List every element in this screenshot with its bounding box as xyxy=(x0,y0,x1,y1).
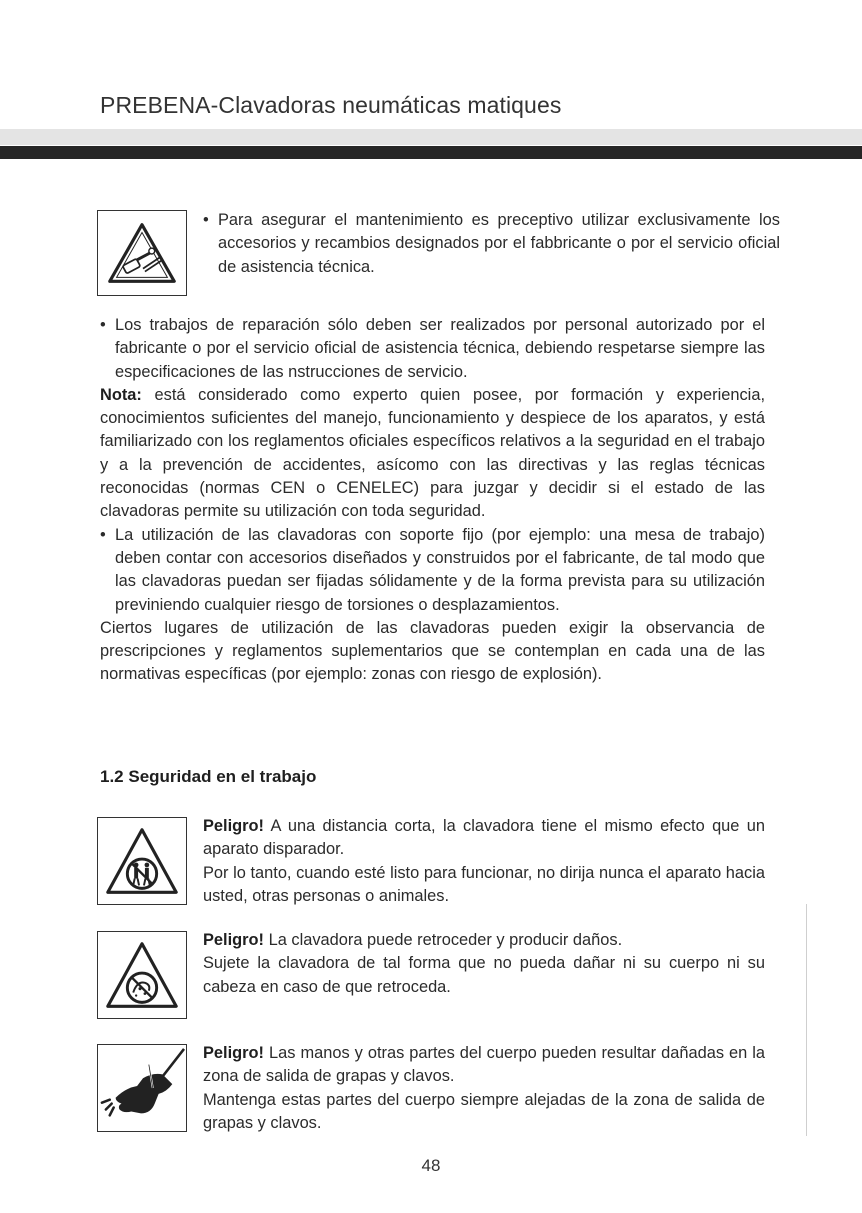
body-text xyxy=(100,314,765,687)
page-number: 48 xyxy=(421,1156,441,1175)
warning-2-line2: Sujete la clavadora de tal forma que no pueda dañar ni su cuerpo ni su cabeza en caso de que retroceda. xyxy=(203,954,765,996)
spare-parts-warning-icon xyxy=(97,210,187,296)
people-warning-icon xyxy=(97,817,187,905)
warning-3-label: Peligro! xyxy=(203,1044,265,1062)
bullet-repair: • Los trabajos de reparación sólo deben ser realizados por personal autorizado por el fabricante o por el servicio oficial de asistencia técnica, debiendo respetarse siempre las especificaciones de las nstrucciones de servicio. xyxy=(100,316,765,381)
header-rule-dark xyxy=(0,146,862,159)
closing-paragraph: Ciertos lugares de utilización de las clavadoras pueden exigir la observancia de prescripciones y reglamentos suplementarios que se contemplan en cada una de las normativas específicas (por ejemplo: zonas con riesgo de explosión). xyxy=(100,618,765,684)
bullet-repair-text: Los trabajos de reparación sólo deben ser realizados por personal autorizado por el fabricante o por el servicio oficial de asistencia técnica, debiendo respetarse siempre las especificaciones de las nstrucciones de servicio. xyxy=(115,316,765,381)
page-edge-line xyxy=(806,904,807,1136)
recoil-warning-icon xyxy=(97,931,187,1019)
page-header-title: PREBENA-Clavadoras neumáticas matiques xyxy=(100,92,562,118)
warning-3-text xyxy=(203,1042,765,1135)
note-paragraph xyxy=(100,384,765,524)
warning-3-line2: Mantenga estas partes del cuerpo siempre alejadas de la zona de salida de grapas y clavos. xyxy=(203,1090,765,1132)
note-text: está considerado como experto quien posee, por formación y experiencia, conocimientos suficientes del manejo, funcionamiento y despiece de los aparatos, y está familiarizado con los reglamentos oficiales específicos relativos a la seguridad en el trabajo y a la prevención de accidentes, asícomo con las directivas y las reglas técnicas reconocidas (normas CEN o CENELEC) para juzgar y decidir si el estado de las clavadoras permite su utilización con toda seguridad. xyxy=(100,385,765,521)
maintenance-text: Para asegurar el mantenimiento es preceptivo utilizar exclusivamente los accesorios y recambios designados por el fabbricante o por el servicio oficial de asistencia técnica. xyxy=(218,211,780,276)
maintenance-bullet xyxy=(203,209,780,279)
warning-2-line1: La clavadora puede retroceder y producir daños. xyxy=(268,931,623,949)
note-label: Nota: xyxy=(100,385,142,404)
bullet-dot: • xyxy=(203,211,209,229)
hand-injury-warning-icon xyxy=(97,1044,187,1132)
warning-2-text xyxy=(203,929,765,999)
warning-1-line2: Por lo tanto, cuando esté listo para funcionar, no dirija nunca el aparato hacia usted, otras personas o animales. xyxy=(203,863,765,905)
bullet-fixed-support: • La utilización de las clavadoras con soporte fijo (por ejemplo: una mesa de trabajo) deben contar con accesorios diseñados y construidos por el fabricante, de tal modo que las clavadoras puedan ser fijadas sólidamente y de la forma prevista para su utilización previniendo cualquier riesgo de torsiones o desplazamientos. xyxy=(100,525,765,614)
warning-3-line1: Las manos y otras partes del cuerpo pueden resultar dañadas en la zona de salida de grapas y clavos. xyxy=(203,1044,765,1086)
warning-1-line1: A una distancia corta, la clavadora tiene el mismo efecto que un aparato disparador. xyxy=(203,817,765,859)
section-heading: 1.2 Seguridad en el trabajo xyxy=(100,767,317,786)
warning-1-label: Peligro! xyxy=(203,817,265,835)
warning-1-text xyxy=(203,815,765,908)
warning-2-label: Peligro! xyxy=(203,931,265,949)
bullet-fixed-support-text: La utilización de las clavadoras con soporte fijo (por ejemplo: una mesa de trabajo) deben contar con accesorios diseñados y construidos por el fabricante, de tal modo que las clavadoras puedan ser fijadas sólidamente y de la forma prevista para su utilización previniendo cualquier riesgo de torsiones o desplazamientos. xyxy=(115,525,765,614)
header-rule-light xyxy=(0,129,862,145)
